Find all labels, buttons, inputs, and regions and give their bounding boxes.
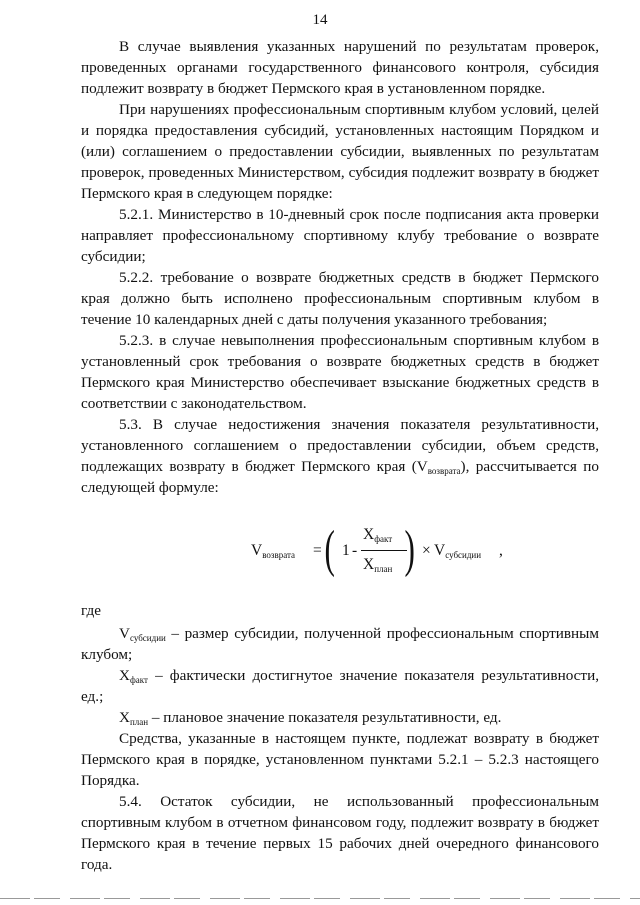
formula-lhs: $V_{возврата}$ bbox=[251, 542, 295, 560]
scan-edge-line bbox=[0, 898, 640, 899]
where-label: где bbox=[81, 602, 101, 619]
definition-vsubsidii: $V_{субсидии}$ – размер субсидии, полученной профессиональным спортивным клубом; bbox=[81, 625, 599, 663]
formula-numerator: $X_{факт}$ bbox=[363, 526, 393, 544]
paragraph: 5.2.1. Министерство в 10-дневный срок после подписания акта проверки направляет профессиональному спортивному клубу требование о возврате субсидии; bbox=[81, 206, 599, 265]
formula-rhs: $V_{субсидии}$ bbox=[434, 542, 482, 560]
paragraph: В случае выявления указанных нарушений по результатам проверок, проведенных органами государственного финансового контроля, субсидия подлежит возврату в бюджет Пермского края в установленном порядке. bbox=[81, 38, 599, 97]
paragraph: 5.4. Остаток субсидии, не использованный профессиональным спортивным клубом в отчетном финансовом году, подлежит возврату в бюджет Пермского края в течение первых 15 рабочих дней очередного финансового года. bbox=[81, 793, 599, 873]
paragraph: Средства, указанные в настоящем пункте, подлежат возврату в бюджет Пермского края в порядке, установленном пунктами 5.2.1 – 5.2.3 настоящего Порядка. bbox=[81, 730, 599, 789]
formula-denominator: $X_{план}$ bbox=[363, 556, 393, 574]
formula-comma: , bbox=[499, 542, 503, 559]
formula-times: × bbox=[422, 542, 431, 559]
paragraph: 5.2.3. в случае невыполнения профессиональным спортивным клубом в установленный срок требования о возврате бюджетных средств в бюджет Пермского края Министерство обеспечивает взыскание бюджетных средств в соответствии с законодательством. bbox=[81, 332, 599, 412]
formula-expression bbox=[251, 520, 511, 580]
definition-xfakt: $X_{факт}$ – фактически достигнутое значение показателя результативности, ед.; bbox=[81, 667, 599, 705]
text-span: ), рассчитывается по следующей формуле: bbox=[81, 458, 599, 496]
fraction-line bbox=[361, 550, 407, 551]
formula bbox=[81, 510, 599, 592]
formula-minus: - bbox=[352, 542, 358, 559]
paragraph bbox=[81, 414, 599, 498]
left-paren: ( bbox=[324, 521, 335, 578]
subscript: возврата bbox=[427, 466, 461, 476]
formula-equals: = bbox=[313, 542, 322, 559]
page-number: 14 bbox=[312, 12, 328, 28]
paragraph: При нарушениях профессиональным спортивным клубом условий, целей и порядка предоставления субсидий, установленных настоящим Порядком и (или) соглашением о предоставлении субсидии, выявленных по результатам проверок, проведенных Министерством, субсидия подлежит возврату в бюджет Пермского края в следующем порядке: bbox=[81, 101, 599, 202]
formula-one: 1 bbox=[342, 542, 350, 559]
paragraph: 5.2.2. требование о возврате бюджетных средств в бюджет Пермского края должно быть исполнено профессиональным спортивным клубом в течение 10 календарных дней с даты получения указанного требования; bbox=[81, 269, 599, 328]
document-body bbox=[81, 36, 599, 875]
definition-xplan: $X_{план}$ – плановое значение показателя результативности, ед. bbox=[119, 709, 502, 727]
text-span: 5.3. В случае недостижения значения показателя результативности, установленного соглашением о предоставлении субсидии, объем средств, подлежащих возврату в бюджет Пермского края (V bbox=[81, 416, 599, 475]
right-paren: ) bbox=[404, 521, 415, 578]
